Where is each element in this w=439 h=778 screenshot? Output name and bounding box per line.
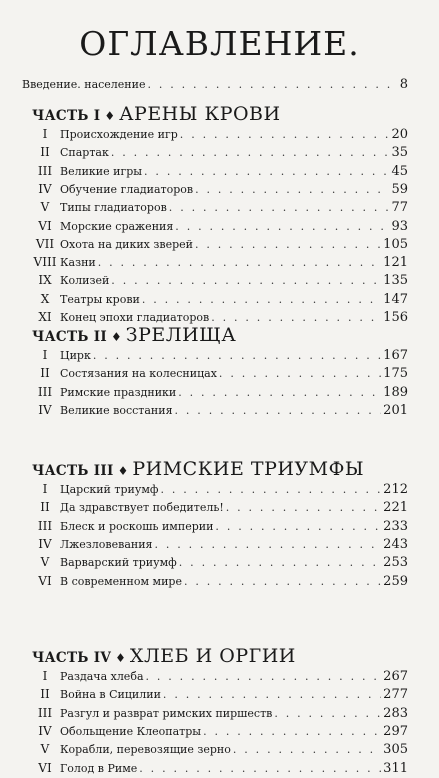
dot-leader	[147, 78, 397, 91]
intro-page: 8	[399, 77, 408, 92]
dot-leader	[219, 367, 381, 380]
chapter-title: Лжезловевания	[60, 537, 153, 551]
chapter-title: Казни	[60, 256, 96, 270]
chapter-title: Блеск и роскошь империи	[60, 519, 214, 533]
chapter-page: 93	[391, 218, 408, 234]
chapter-page: 259	[383, 573, 408, 589]
chapter-number: IV	[38, 723, 52, 738]
chapter-entry[interactable]	[30, 127, 408, 144]
chapter-entry[interactable]	[30, 366, 408, 383]
chapter-title: Цирк	[60, 349, 91, 362]
chapter-entry[interactable]	[30, 574, 408, 591]
part-name: РИМСКИЕ ТРИУМФЫ	[132, 458, 365, 480]
chapter-number: I	[42, 348, 48, 362]
dot-leader	[233, 743, 381, 756]
chapter-number: VI	[38, 573, 52, 588]
part-heading	[32, 324, 412, 346]
dot-leader	[163, 688, 381, 701]
chapter-number: IV	[38, 181, 52, 196]
dot-leader	[179, 556, 381, 569]
chapter-number: I	[42, 482, 48, 496]
chapter-title: Морские сражения	[60, 219, 174, 233]
chapter-page: 77	[391, 200, 408, 216]
dot-leader	[139, 762, 381, 775]
diamond-bullet-icon: ♦	[110, 330, 122, 344]
dot-leader	[180, 128, 390, 141]
dot-leader	[111, 146, 390, 159]
chapter-number: III	[37, 518, 53, 533]
chapter-title: Голод в Риме	[60, 761, 138, 775]
chapter-entry[interactable]	[30, 182, 408, 199]
chapter-title: Корабли, перевозящие зерно	[60, 743, 231, 757]
dot-leader	[93, 349, 381, 362]
chapter-number: IV	[38, 402, 52, 417]
chapter-title: Обучение гладиаторов	[60, 182, 194, 196]
chapter-page: 277	[383, 687, 408, 703]
chapter-title: Великие восстания	[60, 403, 173, 417]
chapter-entry[interactable]	[30, 555, 408, 572]
chapter-page: 156	[383, 310, 408, 325]
dot-leader	[142, 293, 381, 306]
chapter-page: 167	[383, 348, 408, 363]
chapter-entry[interactable]	[30, 292, 408, 309]
chapter-entry[interactable]	[30, 164, 408, 181]
dot-leader	[203, 725, 381, 738]
chapter-entry[interactable]	[30, 742, 408, 759]
chapter-number: VIII	[33, 255, 57, 270]
part-heading	[32, 645, 412, 667]
chapter-title: Конец эпохи гладиаторов	[60, 311, 210, 324]
part-label: ЧАСТЬ IV	[32, 650, 112, 666]
dot-leader	[111, 274, 381, 287]
chapter-entry[interactable]	[30, 403, 408, 420]
chapter-entry[interactable]	[30, 145, 408, 162]
chapter-entry[interactable]	[30, 273, 408, 290]
chapter-title: Театры крови	[60, 292, 140, 306]
chapter-title: Да здравствует победитель!	[60, 501, 224, 515]
chapter-title: Охота на диких зверей	[60, 237, 193, 251]
chapter-entry[interactable]	[30, 761, 408, 778]
chapter-entry[interactable]	[30, 706, 408, 723]
chapter-number: VI	[38, 218, 52, 233]
dot-leader	[195, 183, 389, 196]
chapter-page: 175	[383, 366, 408, 382]
part-name: АРЕНЫ КРОВИ	[119, 103, 281, 125]
dot-leader	[195, 238, 381, 251]
chapter-page: 45	[391, 163, 408, 179]
chapter-number: III	[37, 705, 53, 720]
chapter-page: 20	[391, 127, 408, 142]
chapter-number: V	[40, 742, 50, 757]
chapter-entry[interactable]	[30, 219, 408, 236]
chapter-number: VII	[35, 236, 55, 251]
dot-leader	[215, 520, 381, 533]
chapter-entry[interactable]	[30, 255, 408, 272]
chapter-title: Состязания на колесницах	[60, 367, 217, 381]
chapter-number: V	[40, 200, 50, 215]
dot-leader	[169, 201, 390, 214]
dot-leader	[144, 165, 389, 178]
chapter-entry[interactable]	[30, 500, 408, 517]
chapter-number: I	[42, 127, 48, 141]
chapter-page: 297	[383, 723, 408, 739]
chapter-title: Царский триумф	[60, 483, 159, 496]
chapter-entry[interactable]	[30, 385, 408, 402]
chapter-title: Происхождение игр	[60, 128, 178, 141]
chapter-number: II	[40, 366, 50, 381]
chapter-title: Война в Сицилии	[60, 688, 161, 702]
diamond-bullet-icon: ♦	[115, 651, 126, 665]
chapter-page: 201	[383, 402, 408, 418]
chapter-number: II	[40, 145, 50, 160]
dot-leader	[98, 256, 381, 269]
chapter-entry[interactable]	[30, 687, 408, 704]
chapter-title: В современном мире	[60, 574, 182, 588]
chapter-entry[interactable]	[30, 669, 408, 686]
dot-leader	[175, 220, 389, 233]
chapter-entry[interactable]	[30, 537, 408, 554]
page-title: ОГЛАВЛЕНИЕ.	[79, 24, 360, 63]
chapter-title: Раздача хлеба	[60, 670, 144, 683]
part-label: ЧАСТЬ I	[32, 108, 101, 124]
chapter-entry[interactable]	[30, 200, 408, 217]
chapter-page: 243	[383, 536, 408, 552]
chapter-number: II	[40, 500, 50, 515]
chapter-number: VI	[38, 760, 52, 775]
chapter-title: Спартак	[60, 146, 109, 160]
diamond-bullet-icon: ♦	[117, 464, 129, 478]
chapter-number: IV	[38, 536, 52, 551]
chapter-number: III	[37, 163, 53, 178]
chapter-title: Великие игры	[60, 164, 143, 178]
dot-leader	[211, 311, 381, 324]
part-name: ЗРЕЛИЩА	[125, 324, 237, 346]
chapter-number: II	[40, 687, 50, 702]
chapter-page: 221	[383, 500, 408, 516]
intro-label: Введение. население	[22, 78, 146, 91]
chapter-page: 305	[383, 742, 408, 758]
chapter-title: Колизей	[60, 274, 110, 288]
diamond-bullet-icon: ♦	[104, 109, 116, 123]
chapter-title: Типы гладиаторов	[60, 201, 167, 215]
part-label: ЧАСТЬ II	[32, 329, 107, 345]
chapter-title: Обольщение Клеопатры	[60, 724, 202, 738]
chapter-page: 267	[383, 669, 408, 684]
dot-leader	[146, 670, 382, 683]
chapter-page: 253	[383, 555, 408, 571]
chapter-number: III	[37, 384, 53, 399]
chapter-entry[interactable]	[30, 724, 408, 741]
chapter-page: 233	[383, 518, 408, 534]
chapter-entry[interactable]	[30, 519, 408, 536]
part-heading	[32, 458, 412, 480]
chapter-number: I	[42, 669, 48, 683]
chapter-number: XI	[38, 310, 52, 324]
chapter-page: 105	[383, 236, 408, 252]
chapter-number: X	[40, 291, 50, 306]
dot-leader	[178, 386, 381, 399]
chapter-page: 121	[383, 255, 408, 271]
chapter-page: 135	[383, 273, 408, 289]
part-name: ХЛЕБ И ОРГИИ	[129, 645, 296, 667]
dot-leader	[175, 404, 382, 417]
chapter-title: Варварский триумф	[60, 556, 177, 570]
chapter-number: IX	[38, 273, 52, 288]
dot-leader	[154, 538, 381, 551]
chapter-title: Разгул и разврат римских пиршеств	[60, 706, 273, 720]
chapter-page: 212	[383, 482, 408, 497]
intro-entry[interactable]	[22, 77, 408, 94]
part-label: ЧАСТЬ III	[32, 463, 114, 479]
chapter-page: 35	[391, 145, 408, 161]
chapter-page: 59	[391, 181, 408, 197]
dot-leader	[226, 501, 381, 514]
chapter-entry[interactable]	[30, 482, 408, 499]
part-heading	[32, 103, 412, 125]
chapter-page: 283	[383, 705, 408, 721]
chapter-page: 189	[383, 384, 408, 400]
chapter-page: 147	[383, 291, 408, 307]
chapter-number: V	[40, 555, 50, 570]
dot-leader	[160, 483, 381, 496]
chapter-page: 311	[383, 760, 408, 776]
chapter-entry[interactable]	[30, 237, 408, 254]
dot-leader	[184, 575, 381, 588]
chapter-entry[interactable]	[30, 348, 408, 365]
dot-leader	[274, 707, 381, 720]
chapter-title: Римские праздники	[60, 385, 177, 399]
